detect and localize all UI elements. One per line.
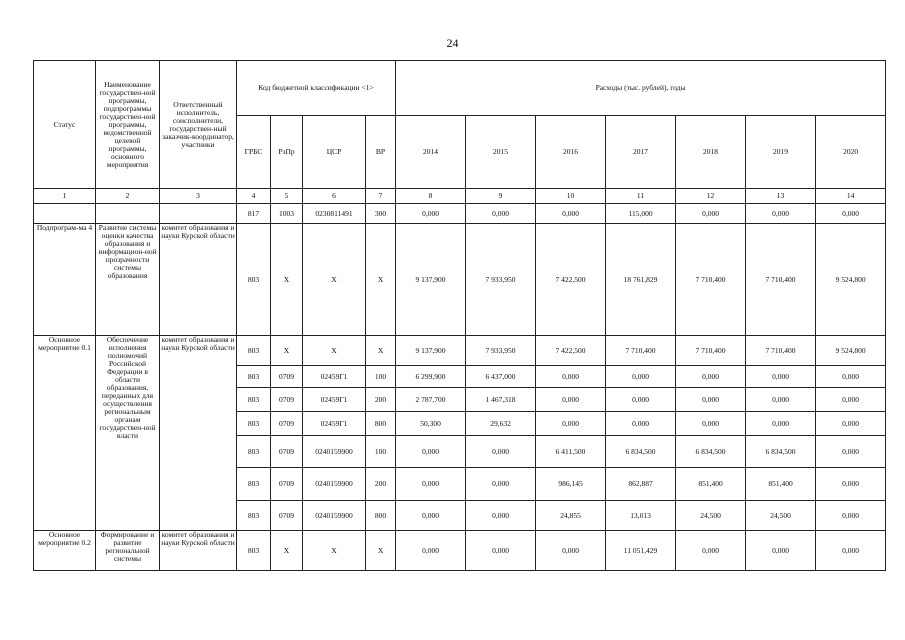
name-cell: Развитие системы оценки качества образования и информацион-ной прозрачности системы образования (96, 224, 160, 336)
value-cell: 0,000 (536, 204, 606, 224)
name-cell: Формирование и развитие региональной системы (96, 531, 160, 571)
csr-cell: 0240159900 (303, 501, 366, 531)
value-cell: 0,000 (746, 412, 816, 436)
value-cell: 6 834,500 (746, 436, 816, 468)
value-cell: 0,000 (816, 366, 886, 388)
value-cell: 6 411,500 (536, 436, 606, 468)
value-cell: 24,500 (676, 501, 746, 531)
rzpr-cell: 0709 (271, 436, 303, 468)
value-cell: 0,000 (816, 468, 886, 501)
header-year: 2017 (606, 116, 676, 189)
grbs-cell: 803 (237, 436, 271, 468)
csr-cell: 02459Г1 (303, 366, 366, 388)
csr-cell: 0230811491 (303, 204, 366, 224)
value-cell: 2 787,700 (396, 388, 466, 412)
grbs-cell: 803 (237, 388, 271, 412)
rzpr-cell: Х (271, 224, 303, 336)
grbs-cell: 803 (237, 531, 271, 571)
grbs-cell: 803 (237, 501, 271, 531)
csr-cell: 0240159900 (303, 468, 366, 501)
rzpr-cell: 0709 (271, 468, 303, 501)
value-cell: 7 710,400 (676, 336, 746, 366)
header-budget-code: Код бюджетной классификации <1> (237, 61, 396, 116)
vr-cell: 200 (366, 388, 396, 412)
page-number: 24 (446, 36, 459, 50)
header-rzpr: РзПр (271, 116, 303, 189)
column-number: 10 (536, 189, 606, 204)
value-cell: 862,887 (606, 468, 676, 501)
value-cell: 0,000 (606, 388, 676, 412)
value-cell: 9 137,900 (396, 224, 466, 336)
csr-cell: Х (303, 224, 366, 336)
value-cell: 0,000 (746, 531, 816, 571)
rzpr-cell: 0709 (271, 412, 303, 436)
value-cell: 7 422,500 (536, 336, 606, 366)
value-cell: 24,855 (536, 501, 606, 531)
vr-cell: 100 (366, 436, 396, 468)
column-number: 3 (160, 189, 237, 204)
value-cell: 0,000 (606, 366, 676, 388)
column-number: 1 (34, 189, 96, 204)
value-cell: 0,000 (676, 531, 746, 571)
column-number: 7 (366, 189, 396, 204)
vr-cell: 800 (366, 412, 396, 436)
value-cell: 6 299,900 (396, 366, 466, 388)
header-responsible: Ответственный исполнитель, соисполнители, государствен-ный заказчик-координатор, участники (160, 61, 237, 189)
vr-cell: 200 (366, 468, 396, 501)
value-cell: 851,400 (676, 468, 746, 501)
value-cell: 0,000 (396, 501, 466, 531)
status-cell: Подпрограм-ма 4 (34, 224, 96, 336)
value-cell: 6 834,500 (606, 436, 676, 468)
table-row (34, 336, 886, 366)
table-row (34, 531, 886, 571)
value-cell: 0,000 (536, 388, 606, 412)
csr-cell: 02459Г1 (303, 412, 366, 436)
header-expenses: Расходы (тыс. рублей), годы (396, 61, 886, 116)
header-year: 2018 (676, 116, 746, 189)
value-cell: 0,000 (396, 204, 466, 224)
column-number: 2 (96, 189, 160, 204)
csr-cell: Х (303, 336, 366, 366)
status-cell: Основное мероприятие 0.2 (34, 531, 96, 571)
responsible-cell: комитет образования и науки Курской области (160, 224, 237, 336)
value-cell: 0,000 (536, 366, 606, 388)
value-cell: 29,632 (466, 412, 536, 436)
csr-cell: 0240159900 (303, 436, 366, 468)
header-name: Наименование государствен-ной программы, подпрограммы государствен-ной программы, ведомственной целевой программы, основного мероприятия (96, 61, 160, 189)
value-cell: 13,013 (606, 501, 676, 531)
value-cell: 0,000 (746, 204, 816, 224)
value-cell: 6 437,000 (466, 366, 536, 388)
table-row (34, 224, 886, 336)
value-cell: 0,000 (676, 412, 746, 436)
grbs-cell: 803 (237, 468, 271, 501)
rzpr-cell: 0709 (271, 366, 303, 388)
grbs-cell: 803 (237, 412, 271, 436)
value-cell: 0,000 (466, 531, 536, 571)
value-cell: 9 524,800 (816, 336, 886, 366)
column-number: 9 (466, 189, 536, 204)
value-cell: 50,300 (396, 412, 466, 436)
rzpr-cell: Х (271, 336, 303, 366)
value-cell: 24,500 (746, 501, 816, 531)
header-vr: ВР (366, 116, 396, 189)
value-cell: 9 524,800 (816, 224, 886, 336)
value-cell: 0,000 (606, 412, 676, 436)
budget-table (33, 60, 886, 571)
value-cell: 0,000 (466, 436, 536, 468)
grbs-cell: 817 (237, 204, 271, 224)
status-cell: Основное мероприятие 0.1 (34, 336, 96, 531)
vr-cell: Х (366, 224, 396, 336)
value-cell: 851,400 (746, 468, 816, 501)
value-cell: 0,000 (816, 501, 886, 531)
column-number: 6 (303, 189, 366, 204)
header-year: 2016 (536, 116, 606, 189)
csr-cell: Х (303, 531, 366, 571)
responsible-cell: комитет образования и науки Курской области (160, 531, 237, 571)
value-cell: 0,000 (676, 388, 746, 412)
value-cell: 7 422,500 (536, 224, 606, 336)
value-cell: 0,000 (396, 531, 466, 571)
value-cell: 0,000 (816, 436, 886, 468)
value-cell: 18 761,829 (606, 224, 676, 336)
value-cell: 0,000 (676, 204, 746, 224)
value-cell: 0,000 (536, 412, 606, 436)
vr-cell: Х (366, 336, 396, 366)
value-cell: 1 467,318 (466, 388, 536, 412)
vr-cell: Х (366, 531, 396, 571)
header-year: 2020 (816, 116, 886, 189)
header-grbs: ГРБС (237, 116, 271, 189)
value-cell: 0,000 (466, 501, 536, 531)
value-cell: 0,000 (466, 204, 536, 224)
header-year: 2014 (396, 116, 466, 189)
column-number: 4 (237, 189, 271, 204)
value-cell: 0,000 (816, 531, 886, 571)
csr-cell: 02459Г1 (303, 388, 366, 412)
name-cell: Обеспечение исполнения полномочий Российской Федерации в области образования, переданных для осуществления региональным органам государствен-ной власти (96, 336, 160, 531)
column-number: 14 (816, 189, 886, 204)
value-cell: 7 710,400 (606, 336, 676, 366)
value-cell: 7 710,400 (676, 224, 746, 336)
value-cell: 0,000 (816, 412, 886, 436)
value-cell: 0,000 (746, 366, 816, 388)
value-cell: 0,000 (396, 468, 466, 501)
vr-cell: 800 (366, 501, 396, 531)
rzpr-cell: 0709 (271, 388, 303, 412)
value-cell: 9 137,900 (396, 336, 466, 366)
header-status: Статус (34, 61, 96, 189)
responsible-cell: комитет образования и науки Курской области (160, 336, 237, 531)
value-cell: 0,000 (816, 204, 886, 224)
value-cell: 7 933,950 (466, 224, 536, 336)
rzpr-cell: 0709 (271, 501, 303, 531)
header-csr: ЦСР (303, 116, 366, 189)
rzpr-cell: Х (271, 531, 303, 571)
value-cell: 0,000 (816, 388, 886, 412)
grbs-cell: 803 (237, 366, 271, 388)
table-row (34, 204, 886, 224)
header-year: 2015 (466, 116, 536, 189)
column-number: 11 (606, 189, 676, 204)
value-cell: 0,000 (396, 436, 466, 468)
header-year: 2019 (746, 116, 816, 189)
value-cell: 7 710,400 (746, 224, 816, 336)
value-cell: 7 933,950 (466, 336, 536, 366)
value-cell: 0,000 (746, 388, 816, 412)
column-number: 5 (271, 189, 303, 204)
value-cell: 0,000 (676, 366, 746, 388)
value-cell: 11 051,429 (606, 531, 676, 571)
grbs-cell: 803 (237, 336, 271, 366)
value-cell: 0,000 (466, 468, 536, 501)
vr-cell: 100 (366, 366, 396, 388)
rzpr-cell: 1003 (271, 204, 303, 224)
vr-cell: 300 (366, 204, 396, 224)
grbs-cell: 803 (237, 224, 271, 336)
value-cell: 6 834,500 (676, 436, 746, 468)
column-number: 12 (676, 189, 746, 204)
value-cell: 7 710,400 (746, 336, 816, 366)
value-cell: 0,000 (536, 531, 606, 571)
value-cell: 986,145 (536, 468, 606, 501)
column-number: 8 (396, 189, 466, 204)
value-cell: 115,000 (606, 204, 676, 224)
column-number: 13 (746, 189, 816, 204)
